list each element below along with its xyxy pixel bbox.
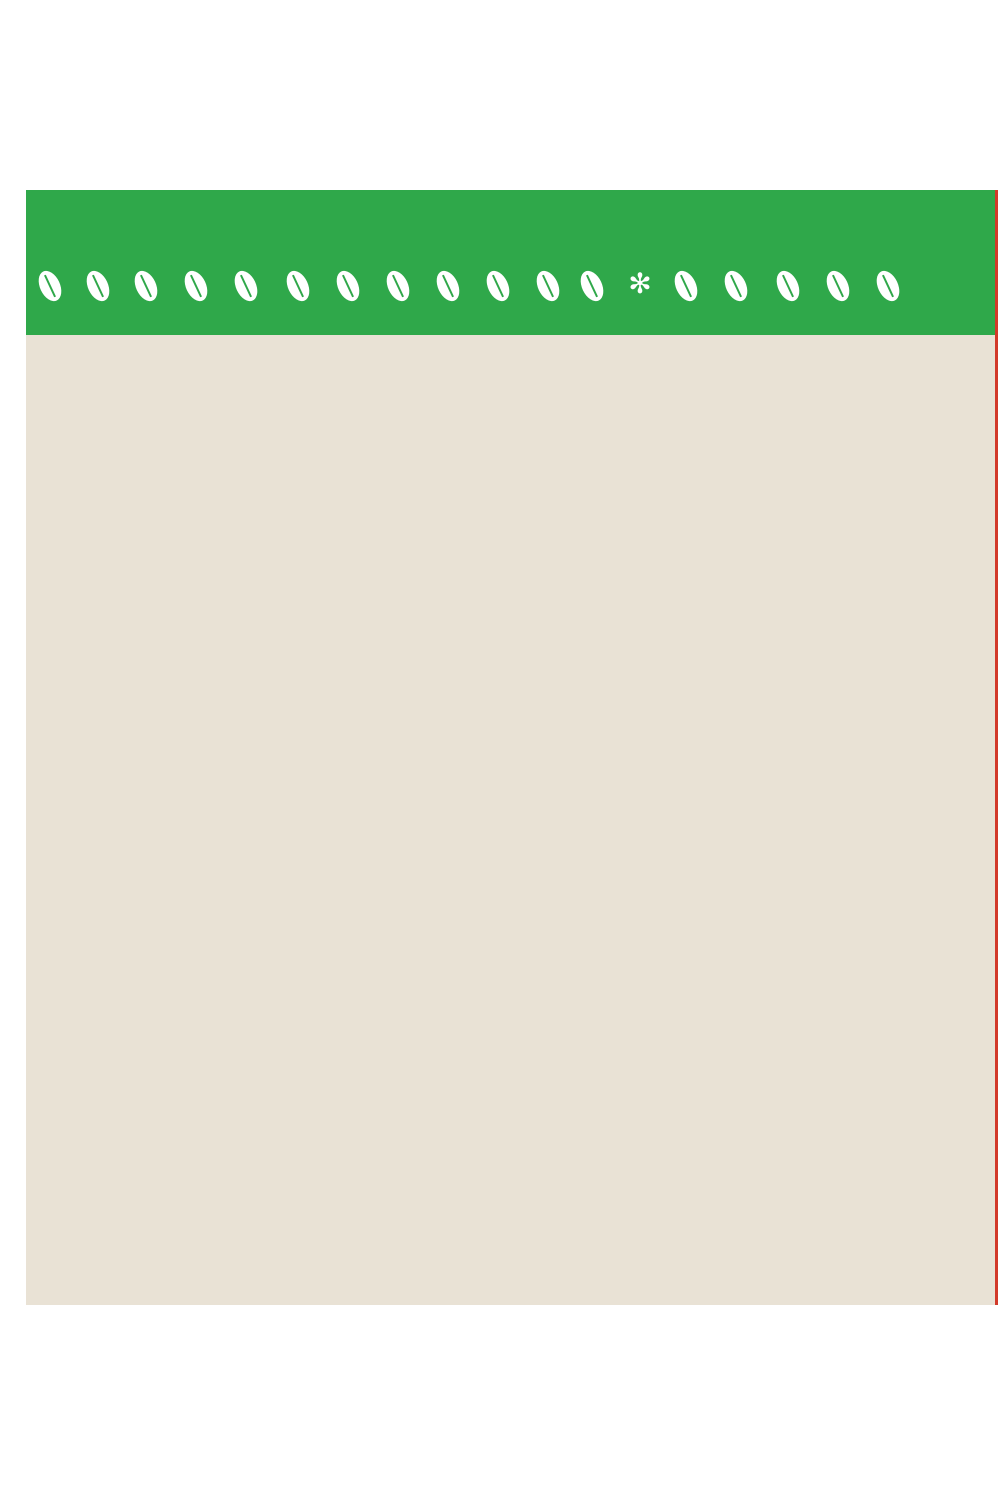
seed-icon [576,267,608,304]
seed-icon [772,267,804,304]
seed-icon [34,267,66,304]
seed-icon [382,267,414,304]
seed-icon [720,267,752,304]
package-label [26,190,998,1305]
seed-icon [432,267,464,304]
seed-icon [332,267,364,304]
seed-icon [130,267,162,304]
seed-icon [230,267,262,304]
seed-icon [482,267,514,304]
seed-icon [670,267,702,304]
header-band [26,190,995,335]
seed-icon [532,267,564,304]
flower-icon: ✻ [628,267,652,300]
seed-icon [180,267,212,304]
seed-icon [822,267,854,304]
seed-pattern [26,267,995,310]
seed-icon [82,267,114,304]
seed-icon [872,267,904,304]
seed-icon [282,267,314,304]
